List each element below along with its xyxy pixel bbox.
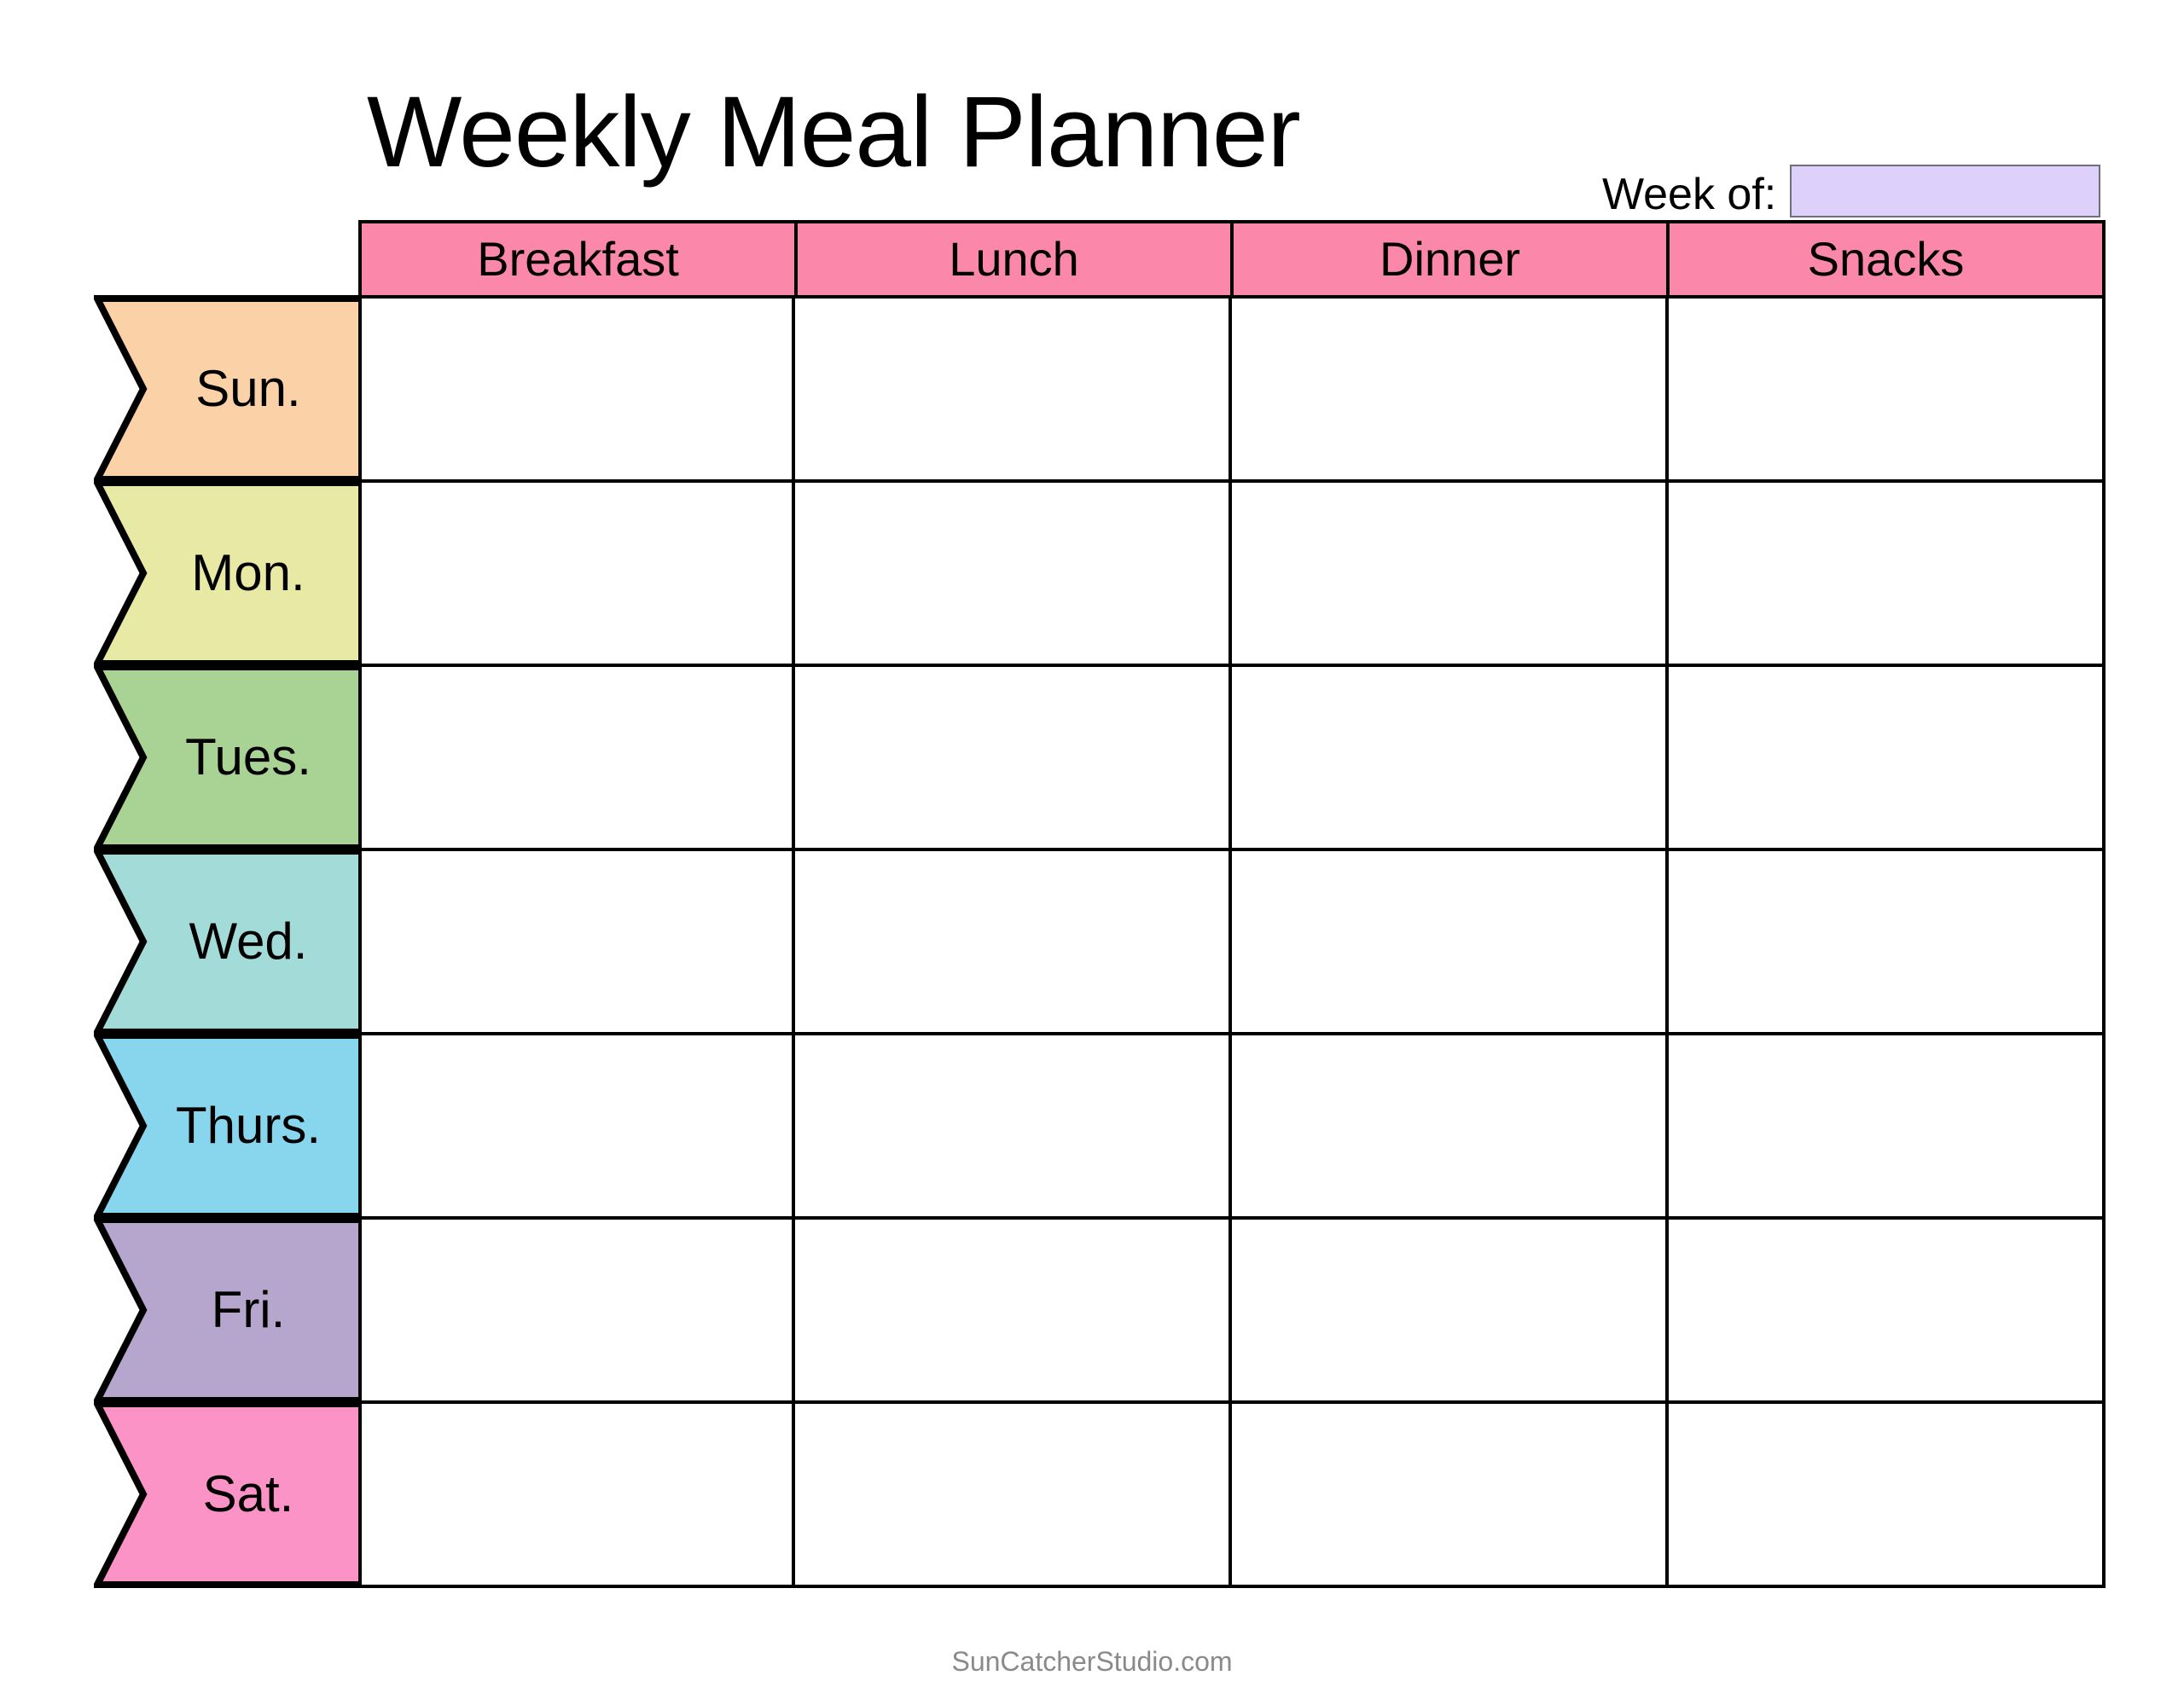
meal-cell[interactable] [355,664,795,851]
meal-cell[interactable] [1228,664,1669,851]
meal-cell[interactable] [792,1032,1232,1220]
week-of-label: Week of: [1602,170,1777,219]
column-header: Breakfast [358,220,798,299]
day-label: Sat. [202,1465,294,1522]
column-header: Dinner [1230,220,1670,299]
meal-cell[interactable] [1228,1032,1669,1220]
day-banner [94,1216,362,1404]
day-banner [94,1400,362,1588]
day-label: Fri. [211,1281,286,1338]
meal-cell[interactable] [1228,295,1669,483]
table-row [202,1400,2106,1588]
column-header-row [358,220,2106,299]
meal-cell[interactable] [1665,848,2106,1035]
day-banner [94,848,362,1035]
meal-cell[interactable] [1228,479,1669,667]
day-banner [94,1032,362,1220]
table-row [185,664,2106,851]
meal-cell[interactable] [1665,479,2106,667]
meal-cell[interactable] [1228,1216,1669,1404]
table-row [211,1216,2106,1404]
page-title: Weekly Meal Planner [367,76,1300,188]
day-banner [94,295,362,483]
day-label: Thurs. [175,1097,322,1154]
column-header: Snacks [1666,220,2106,299]
page-header [0,47,2184,219]
meal-cell[interactable] [355,479,795,667]
meal-cell[interactable] [1228,1400,1669,1588]
day-label: Mon. [191,544,305,601]
day-label: Sun. [195,360,301,417]
meal-cell[interactable] [355,1400,795,1588]
meal-cell[interactable] [792,848,1232,1035]
meal-cell[interactable] [1665,1400,2106,1588]
meal-cell[interactable] [1665,295,2106,483]
week-of-input[interactable] [1790,165,2100,217]
meal-cell[interactable] [792,664,1232,851]
meal-cell[interactable] [355,1216,795,1404]
meal-cell[interactable] [355,1032,795,1220]
table-row [195,295,2106,483]
meal-cell[interactable] [1665,1216,2106,1404]
day-banner [94,479,362,667]
meal-cell[interactable] [355,295,795,483]
table-row [189,848,2106,1035]
meal-cell[interactable] [1665,1032,2106,1220]
day-label: Wed. [189,913,308,970]
meal-cell[interactable] [792,479,1232,667]
planner-rows [175,295,2106,1588]
meal-cell[interactable] [1665,664,2106,851]
meal-cell[interactable] [355,848,795,1035]
meal-cell[interactable] [792,295,1232,483]
day-banner [94,664,362,851]
meal-cell[interactable] [792,1216,1232,1404]
meal-cell[interactable] [792,1400,1232,1588]
meal-cell[interactable] [1228,848,1669,1035]
meal-planner-table [175,220,2106,1619]
footer-credit: SunCatcherStudio.com [951,1646,1233,1677]
table-row [191,479,2106,667]
day-label: Tues. [185,728,311,786]
column-header: Lunch [794,220,1234,299]
table-row [175,1032,2106,1220]
